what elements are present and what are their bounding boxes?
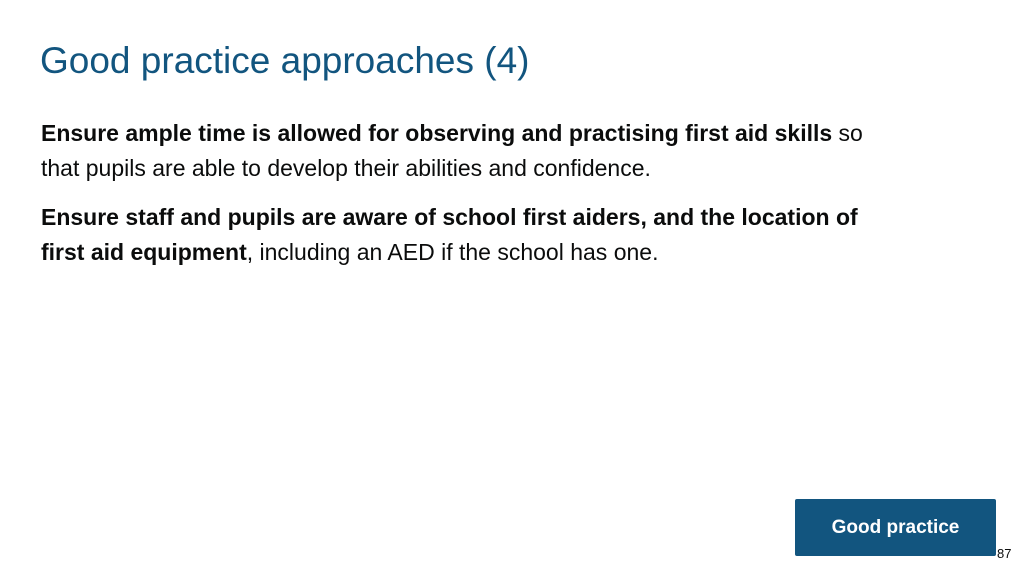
slide-body xyxy=(41,116,901,284)
paragraph-first-aiders xyxy=(41,200,901,270)
paragraph-ample-time-rest: so that pupils are able to develop their abilities and confidence. xyxy=(41,120,863,181)
slide-title: Good practice approaches (4) xyxy=(40,40,530,81)
good-practice-badge xyxy=(795,499,996,556)
paragraph-ample-time-bold: Ensure ample time is allowed for observing and practising first aid skills xyxy=(41,120,833,146)
paragraph-first-aiders-bold: Ensure staff and pupils are aware of school first aiders, and the location of first aid equipment xyxy=(41,204,858,265)
paragraph-first-aiders-rest: , including an AED if the school has one. xyxy=(246,239,659,265)
good-practice-badge-label: Good practice xyxy=(831,516,960,538)
paragraph-ample-time xyxy=(41,116,901,186)
page-number: 87 xyxy=(997,546,1012,561)
